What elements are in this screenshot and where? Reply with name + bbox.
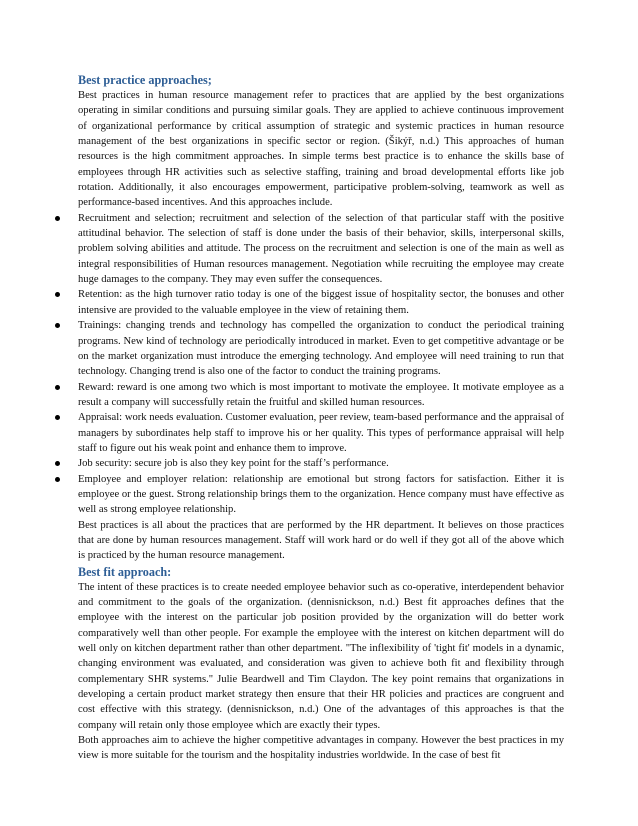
bullet-item [78,472,564,518]
bullet-icon [55,216,60,221]
bullet-item [78,380,564,411]
bullet-text: Reward: reward is one among two which is most important to motivate the employee. It motivate employee as a result a company will successfully retain the fruitful and skilled human resources. [78,381,564,408]
bullet-icon [55,477,60,482]
closing-paragraph: Both approaches aim to achieve the higher competitive advantages in company. However the best practices in my view is more suitable for the tourism and the hospitality industries worldwide. In the case of best fit [78,735,564,762]
bullet-icon [55,385,60,390]
bullet-text: Job security: secure job is also they key point for the staff’s performance. [78,458,389,470]
bullet-item [78,410,564,456]
bullet-item [78,287,564,318]
bullet-item [78,318,564,379]
best-fit-paragraph: The intent of these practices is to create needed employee behavior such as co-operative, interdependent behavior and commitment to the goals of the organization. (dennisnickson, n.d.) Best fit approaches defines that the employee with the interest on the particular job position provided by the organization will do better work comparatively well than other people. For example the employee with the interest on kitchen department will do well only on kitchen department rather than other department. "The inflexibility of 'tight fit' models in a dynamic, changing environment was evaluated, and consideration was given to achieve both fit and flexibility through complementary SHR systems." Julie Beardwell and Tim Claydon. The key point remains that organizations in developing a certain product market strategy then ensure that their HR policies and practices are congruent and cost effective with this strategy. (dennisnickson, n.d.) One of the advantages of this approaches is that the company will retain only those employee which are exactly their types. [78,581,564,731]
practice-bullet-list [78,211,564,518]
bullet-item [78,211,564,288]
bullet-icon [55,323,60,328]
bullet-text: Employee and employer relation: relationship are emotional but strong factors for satisfaction. Either it is employee or the guest. Strong relationship brings them to the organization. Hence company must have effective as well as strong employee relationship. [78,473,564,516]
bullet-icon [55,415,60,420]
section-heading-best-practice: Best practice approaches; [78,73,212,87]
page-content [78,72,564,764]
bullet-text: Appraisal: work needs evaluation. Customer evaluation, peer review, team-based performance and the appraisal of managers by subordinates help staff to improve his or her quality. This types of performance appraisal will help staff to figure out his weak point and enhance them to improve. [78,412,564,454]
bullet-icon [55,461,60,466]
bullet-text: Recruitment and selection; recruitment and selection of the selection of that particular staff with the positive attitudinal behavior. The selection of staff is done under the basis of their behavior, skills, interpersonal skills, problem solving abilities and attitude. The process on the recruitment and selection is one of the main as well as integral responsibilities of Human resources management. Negotiation while recruiting the employee may create huge damages to the company. They may even suffer the consequences. [78,212,564,286]
intro-paragraph: Best practices in human resource management refer to practices that are applied by the best organizations operating in similar conditions and pursuing similar goals. They are applied to achieve continuous improvement of organizational performance by critical assumption of strategic and systemic practices in human resource management of the best organizations in specific sector or region. (Šikýř, n.d.) This approaches of human resources is the high commitment approaches. In simple terms best practice is to enhance the skills base of employees through HR activities such as selective staffing, training and broad developmental efforts like job rotation. Additionally, it also encourages empowerment, participative problem-solving, teamwork as well as performance-based incentives. And this approaches include. [78,90,564,209]
bullet-item [78,456,564,471]
bullet-text: Trainings: changing trends and technology has compelled the organization to conduct the periodical training programs. New kind of technology are periodically introduced in market. Even to get competitive advantage or be on the market organization must introduce the emerging technology. And employee will need training to run that technology. Changing trend is also one of the factor to conduct the training programs. [78,320,564,378]
summary-paragraph: Best practices is all about the practices that are performed by the HR department. It believes on those practices that are done by human resources management. Staff will work hard or do well if they got all of the above which is practiced by the human resource management. [78,519,564,562]
section-heading-best-fit: Best fit approach: [78,564,172,579]
bullet-text: Retention: as the high turnover ratio today is one of the biggest issue of hospitality sector, the bonuses and other intensive are provided to the valuable employee in the view of retaining them. [78,289,564,316]
bullet-icon [55,292,60,297]
